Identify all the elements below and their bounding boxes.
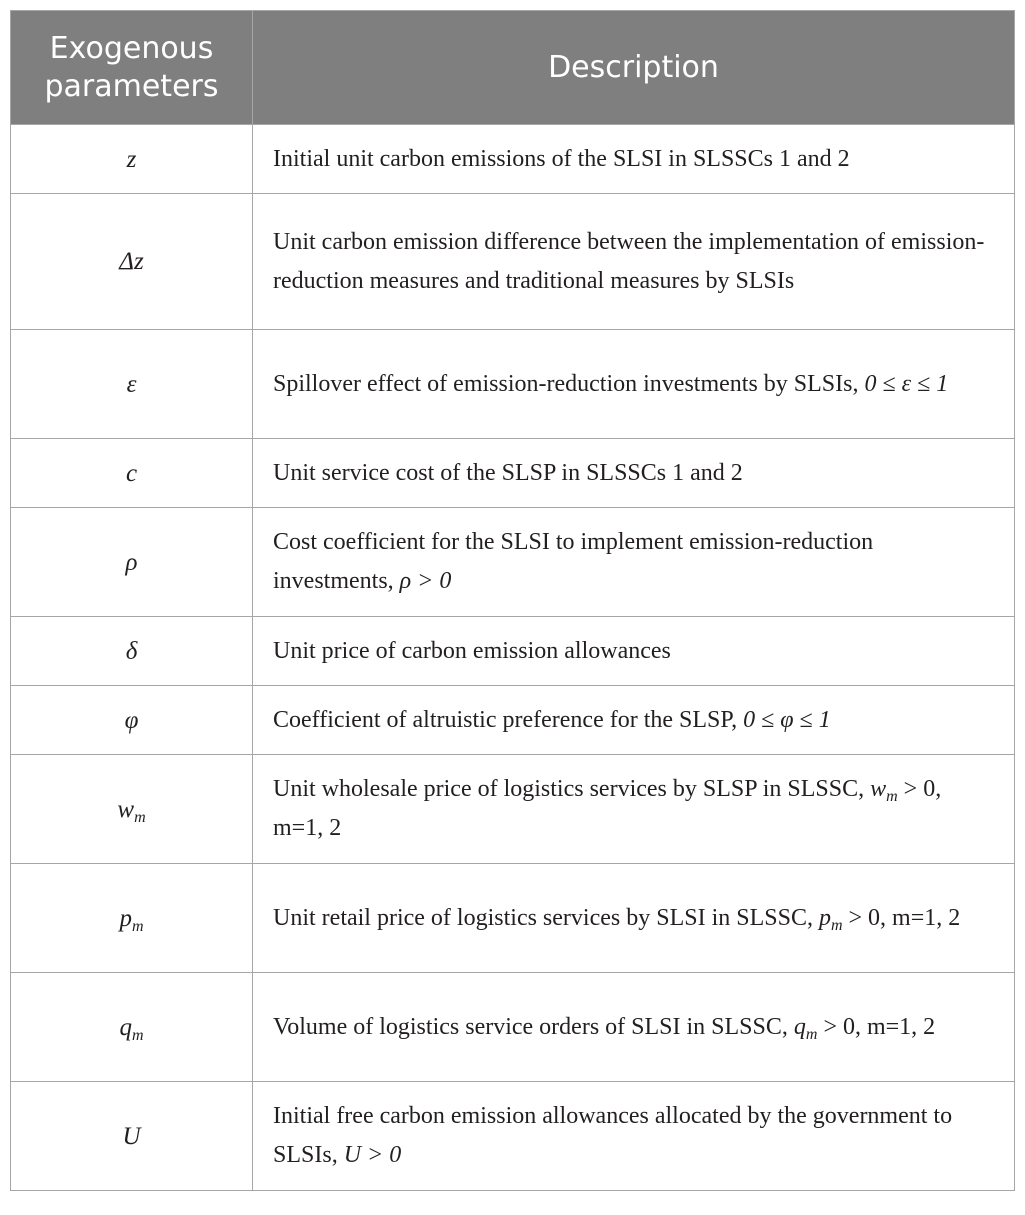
description-text: Cost coefficient for the SLSI to implement emission-reduction investments, xyxy=(273,529,874,594)
condition-subscript: m xyxy=(830,916,843,934)
parameter-table xyxy=(10,10,1015,1191)
parameter-table-container xyxy=(10,10,1014,1191)
condition-rest: > 0, m=1, 2 xyxy=(848,904,961,931)
symbol-subscript: m xyxy=(131,917,144,935)
table-row xyxy=(11,508,1015,617)
symbol-base: q xyxy=(119,1013,132,1041)
table-row xyxy=(11,194,1015,330)
table-row xyxy=(11,1082,1015,1191)
header-row xyxy=(11,11,1015,125)
header-description: Description xyxy=(253,11,1015,125)
condition-rest: > 0, m=1, 2 xyxy=(823,1013,936,1040)
condition-text: 0 ≤ ε ≤ 1 xyxy=(864,370,949,397)
description-text: Initial free carbon emission allowances allocated by the government to SLSIs, xyxy=(273,1103,953,1168)
condition-subscript: m xyxy=(805,1025,818,1043)
description-text: Volume of logistics service orders of SLSI in SLSSC, xyxy=(273,1013,788,1040)
symbol-base: p xyxy=(119,904,132,932)
symbol-cell xyxy=(11,864,253,973)
condition-text: ρ > 0 xyxy=(399,568,452,594)
symbol-cell: δ xyxy=(11,617,253,686)
condition-var: w xyxy=(870,776,887,802)
symbol-subscript: m xyxy=(134,808,146,826)
symbol-cell: ρ xyxy=(11,508,253,617)
description-cell: Unit price of carbon emission allowances xyxy=(253,617,1015,686)
condition-rest: > 0, m=1, 2 xyxy=(273,776,942,841)
symbol-cell: z xyxy=(11,125,253,194)
table-row xyxy=(11,439,1015,508)
description-cell: Unit carbon emission difference between the implementation of emission-reduction measures and traditional measures by SLSIs xyxy=(253,194,1015,330)
table-row xyxy=(11,125,1015,194)
table-row xyxy=(11,686,1015,755)
description-text: Spillover effect of emission-reduction investments by SLSIs, xyxy=(273,370,859,397)
table-row xyxy=(11,864,1015,973)
symbol-cell: c xyxy=(11,439,253,508)
symbol-cell xyxy=(11,973,253,1082)
description-cell xyxy=(253,864,1015,973)
description-text: Unit wholesale price of logistics services by SLSP in SLSSC, xyxy=(273,776,865,802)
condition-text: U > 0 xyxy=(343,1142,402,1168)
table-row xyxy=(11,617,1015,686)
table-row xyxy=(11,330,1015,439)
condition-var: q xyxy=(793,1013,806,1040)
description-cell xyxy=(253,686,1015,755)
description-text: Unit retail price of logistics services by SLSI in SLSSC, xyxy=(273,904,813,931)
condition-subscript: m xyxy=(886,788,898,805)
symbol-cell: φ xyxy=(11,686,253,755)
condition-text: 0 ≤ φ ≤ 1 xyxy=(743,706,831,733)
symbol-cell: Δz xyxy=(11,194,253,330)
description-cell xyxy=(253,330,1015,439)
condition-var: p xyxy=(818,904,831,931)
description-cell: Unit service cost of the SLSP in SLSSCs 1 and 2 xyxy=(253,439,1015,508)
symbol-cell xyxy=(11,755,253,864)
symbol-subscript: m xyxy=(131,1026,144,1044)
description-cell xyxy=(253,755,1015,864)
symbol-base: w xyxy=(117,795,135,823)
description-text: Coefficient of altruistic preference for the SLSP, xyxy=(273,706,738,733)
symbol-cell: U xyxy=(11,1082,253,1191)
symbol-cell: ε xyxy=(11,330,253,439)
description-cell xyxy=(253,973,1015,1082)
table-row xyxy=(11,755,1015,864)
table-row xyxy=(11,973,1015,1082)
description-cell xyxy=(253,508,1015,617)
header-exogenous-parameters: Exogenous parameters xyxy=(11,11,253,125)
description-cell: Initial unit carbon emissions of the SLSI in SLSSCs 1 and 2 xyxy=(253,125,1015,194)
description-cell xyxy=(253,1082,1015,1191)
